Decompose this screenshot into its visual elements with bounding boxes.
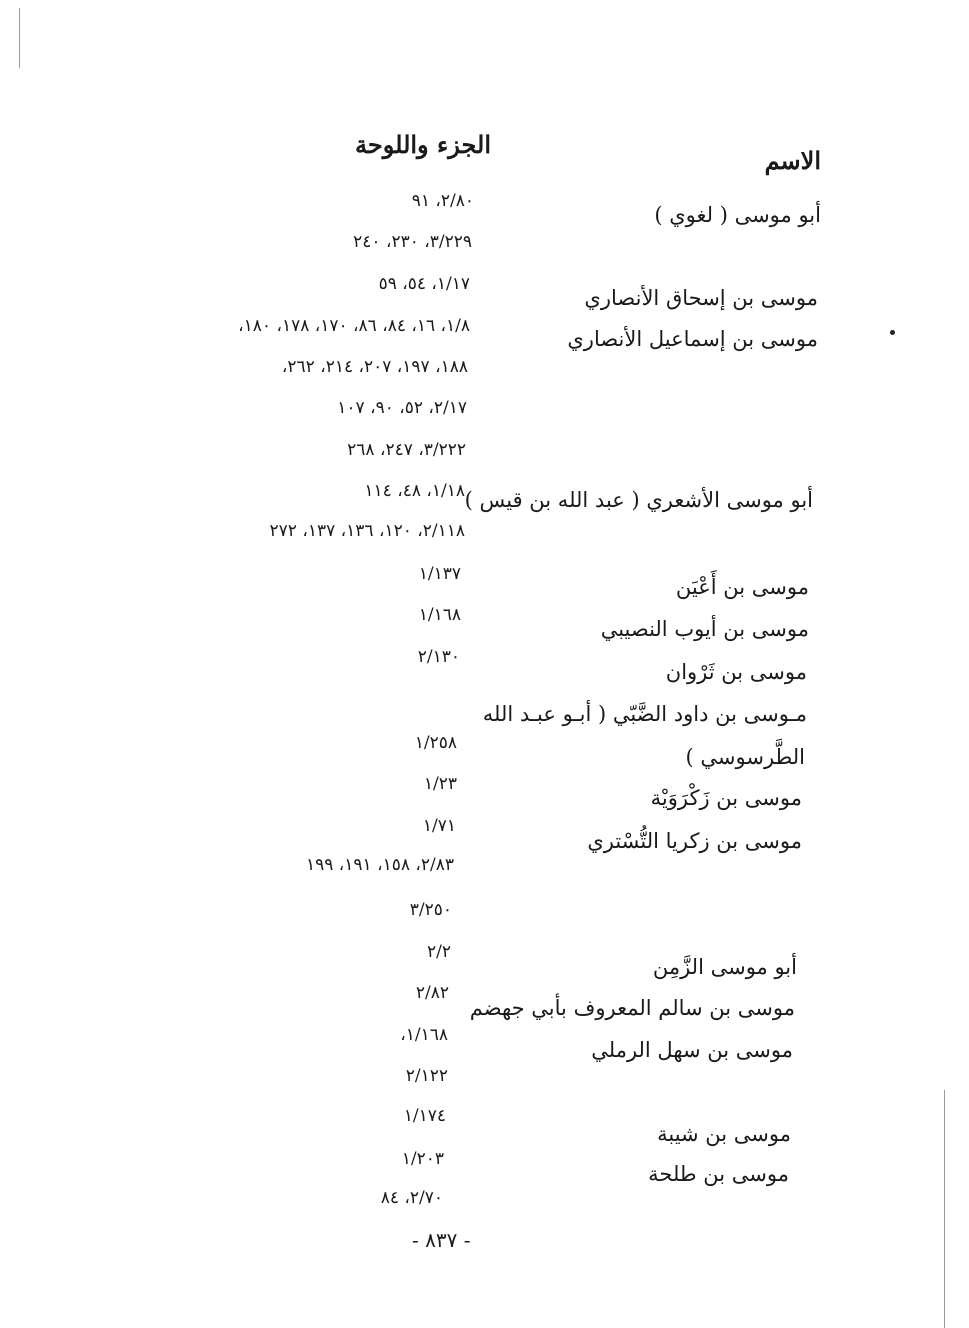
reference-entry: ٣/٢٢٢، ٢٤٧، ٢٦٨ [347, 440, 466, 460]
name-entry: أبو موسى ( لغوي ) [654, 203, 821, 227]
reference-entry: ١/٨، ١٦، ٨٤، ٨٦، ١٧٠، ١٧٨، ١٨٠، [238, 316, 470, 336]
reference-column-header: الجزء واللوحة [355, 130, 491, 159]
name-entry: موسى بن طلحة [648, 1162, 789, 1186]
reference-entry: ١٨٨، ١٩٧، ٢٠٧، ٢١٤، ٢٦٢، [281, 357, 468, 377]
reference-entry: ١/١٦٨ [418, 605, 461, 625]
reference-entry: ٢/٨٠، ٩١ [411, 191, 474, 211]
reference-entry: ٢/١٢٢ [405, 1066, 448, 1086]
reference-entry: ١/١٧، ٥٤، ٥٩ [378, 274, 470, 294]
reference-entry: ١/١٦٨، [400, 1025, 448, 1045]
reference-entry: ٢/٨٣، ١٥٨، ١٩١، ١٩٩ [305, 855, 454, 875]
reference-entry: ١/٧١ [422, 816, 456, 836]
name-entry: موسى بن إسحاق الأنصاري [584, 286, 818, 310]
reference-entry: ٣/٢٢٩، ٢٣٠، ٢٤٠ [353, 232, 472, 252]
reference-entry: ١/١٧٤ [403, 1106, 446, 1126]
reference-entry: ٢/٧٠، ٨٤ [380, 1188, 443, 1208]
name-entry: موسى بن أيوب النصيبي [600, 617, 809, 641]
name-entry: موسى بن أَعْيَن [675, 575, 809, 599]
reference-entry: ٢/١١٨، ١٢٠، ١٣٦، ١٣٧، ٢٧٢ [269, 521, 465, 541]
stray-dot-mark [890, 330, 895, 335]
name-entry: الطَّرسوسي ) [685, 745, 805, 769]
references-column [74, 0, 474, 1328]
name-entry: موسى بن إسماعيل الأنصاري [567, 327, 818, 351]
reference-entry: ٢/٢ [427, 942, 451, 962]
name-entry: موسى بن ثَرْوان [665, 660, 807, 684]
reference-entry: ١/١٣٧ [418, 564, 461, 584]
reference-entry: ٢/١٣٠ [417, 647, 460, 667]
reference-entry: ١/٢٣ [423, 774, 457, 794]
name-entry: مـوسى بن داود الضَّبّي ( أبـو عبـد الله [482, 702, 807, 726]
reference-entry: ٣/٢٥٠ [409, 900, 452, 920]
reference-entry: ٢/١٧، ٥٢، ٩٠، ١٠٧ [337, 398, 467, 418]
name-entry: موسى بن شيبة [657, 1122, 791, 1146]
name-entry: موسى بن سالم المعروف بأبي جهضم [469, 996, 795, 1020]
scan-edge-line-right [944, 1090, 945, 1328]
name-entry: موسى بن زَكْرَوَيْة [650, 786, 802, 810]
name-entry: أبو موسى الزَّمِن [652, 955, 797, 979]
page-number: - ٨٣٧ - [412, 1228, 471, 1252]
name-column-header: الاسم [764, 146, 821, 175]
name-entry: موسى بن زكريا التُّسْتري [587, 829, 802, 853]
reference-entry: ١/٢٥٨ [414, 733, 457, 753]
name-entry: موسى بن سهل الرملي [591, 1038, 793, 1062]
reference-entry: ١/٢٠٣ [401, 1149, 444, 1169]
reference-entry: ٢/٨٢ [415, 983, 449, 1003]
name-entry: أبو موسى الأشعري ( عبد الله بن قيس ) [464, 488, 813, 512]
scan-edge-line-left [19, 8, 20, 68]
reference-entry: ١/١٨، ٤٨، ١١٤ [364, 481, 465, 501]
